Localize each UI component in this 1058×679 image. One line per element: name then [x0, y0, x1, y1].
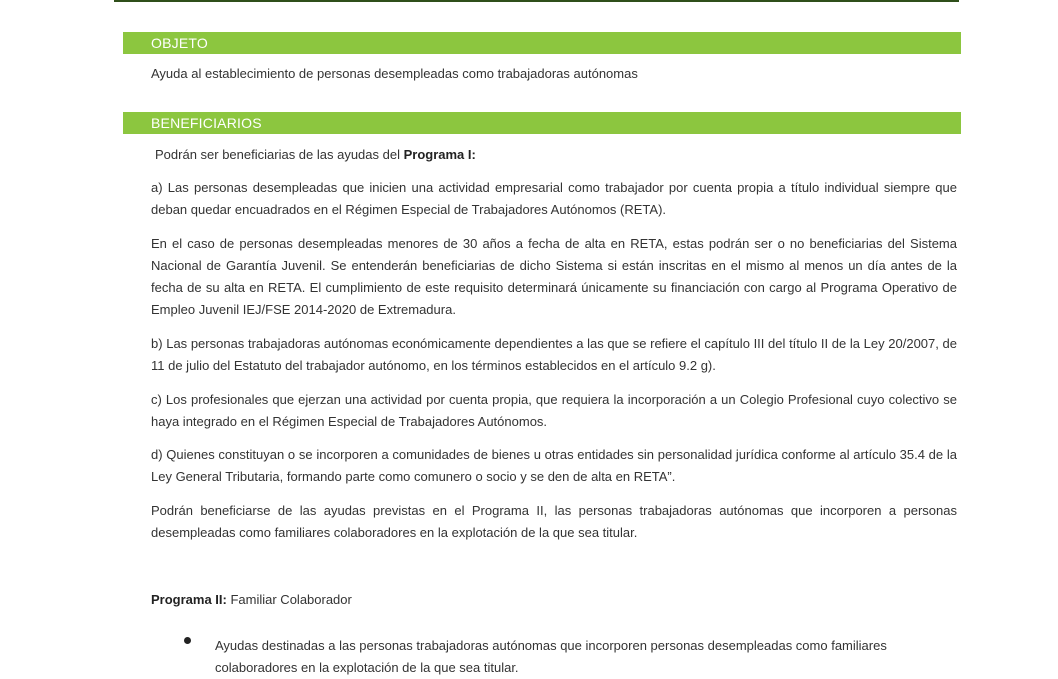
- programa-2-title: Familiar Colaborador: [226, 592, 352, 607]
- paragraph-d: d) Quienes constituyan o se incorporen a comunidades de bienes u otras entidades sin personalidad jurídica conforme al artículo 35.4 de la Ley General Tributaria, formando parte como comunero o socio y se den de alta en RETA”.: [151, 447, 957, 484]
- programa-2-label: [151, 589, 957, 611]
- paragraph-c: c) Los profesionales que ejerzan una actividad por cuenta propia, que requiera la incorporación a un Colegio Profesional cuyo colectivo se haya integrado en el Régimen Especial de Trabajadores Autónomos.: [151, 392, 957, 429]
- intro-text: Podrán ser beneficiarias de las ayudas del: [155, 147, 404, 162]
- bullet-dot-icon: [184, 637, 191, 644]
- paragraph-menores-30: En el caso de personas desempleadas menores de 30 años a fecha de alta en RETA, estas podrán ser o no beneficiarias del Sistema Nacional de Garantía Juvenil. Se entenderán beneficiarias de dicho Sistema si están inscritas en el mismo al menos un día antes de la fecha de su alta en RETA. El cumplimiento de este requisito determinará únicamente su financiación con cargo al Programa Operativo de Empleo Juvenil IEJ/FSE 2014-2020 de Extremadura.: [151, 236, 957, 317]
- paragraph-programa-2: Podrán beneficiarse de las ayudas previstas en el Programa II, las personas trabajadoras autónomas que incorporen a personas desempleadas como familiares colaboradores en la explotación de la que sea titular.: [151, 503, 957, 540]
- paragraph-a: a) Las personas desempleadas que inicien una actividad empresarial como trabajador por cuenta propia a título individual siempre que deban quedar encuadrados en el Régimen Especial de Trabajadores Autónomos (RETA).: [151, 180, 957, 217]
- section-heading-beneficiarios: BENEFICIARIOS: [123, 112, 961, 134]
- bullet-item: Ayudas destinadas a las personas trabajadoras autónomas que incorporen personas desempleadas como familiares colaboradores en la explotación de la que sea titular.: [215, 638, 887, 675]
- top-frame-box: [114, 0, 959, 2]
- objeto-text: Ayuda al establecimiento de personas desempleadas como trabajadoras autónomas: [151, 66, 638, 81]
- programa-2-bold: Programa II:: [151, 592, 227, 607]
- beneficiarios-intro: [155, 144, 961, 166]
- paragraph-b: b) Las personas trabajadoras autónomas económicamente dependientes a las que se refiere el capítulo III del título II de la Ley 20/2007, de 11 de julio del Estatuto del trabajador autónomo, en los términos establecidos en el artículo 9.2 g).: [151, 336, 957, 373]
- section-heading-objeto: OBJETO: [123, 32, 961, 54]
- intro-program-label: Programa I:: [403, 147, 476, 162]
